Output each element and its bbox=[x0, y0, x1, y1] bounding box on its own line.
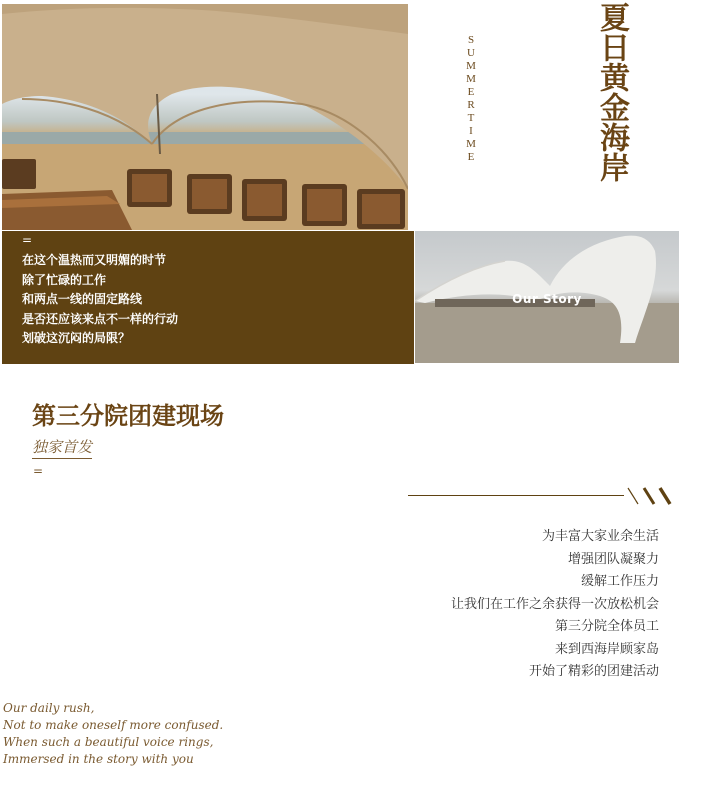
story-line: 来到西海岸顾家岛 bbox=[554, 641, 659, 657]
tent-canopy-graphic bbox=[2, 4, 408, 230]
slash-decoration-icon bbox=[624, 484, 680, 508]
section-marker: = bbox=[33, 464, 44, 478]
english-line: Our daily rush, bbox=[3, 701, 95, 715]
story-line: 让我们在工作之余获得一次放松机会 bbox=[450, 596, 659, 612]
intro-lines bbox=[22, 251, 178, 349]
story-line: 缓解工作压力 bbox=[580, 574, 659, 589]
intro-line: 是否还应该来点不一样的行动 bbox=[22, 311, 179, 326]
story-line: 增强团队凝聚力 bbox=[567, 551, 659, 567]
divider-line bbox=[408, 495, 624, 496]
intro-panel bbox=[2, 231, 414, 364]
intro-line: 和两点一线的固定路线 bbox=[22, 292, 143, 307]
section-subtitle: 独家首发 bbox=[32, 436, 92, 459]
story-lines bbox=[451, 526, 659, 684]
beach-tent-photo bbox=[2, 4, 408, 230]
story-line: 开始了精彩的团建活动 bbox=[528, 664, 659, 679]
tent-story-photo bbox=[415, 231, 679, 363]
intro-line: 在这个温热而又明媚的时节 bbox=[22, 253, 167, 267]
summer-time-vertical-text: SUMMERTIME bbox=[466, 34, 480, 163]
intro-line: 除了忙碌的工作 bbox=[22, 272, 107, 287]
english-poem bbox=[3, 700, 223, 768]
our-story-caption: Our Story bbox=[512, 292, 582, 306]
story-line: 为丰富大家业余生活 bbox=[541, 529, 659, 544]
intro-marker: = bbox=[22, 233, 33, 247]
vertical-title: 夏日黄金海岸 bbox=[594, 2, 629, 182]
english-line: When such a beautiful voice rings, bbox=[3, 735, 214, 749]
english-line: Immersed in the story with you bbox=[3, 752, 194, 766]
section-heading: 第三分院团建现场 bbox=[32, 402, 224, 430]
english-line: Not to make oneself more confused. bbox=[3, 718, 224, 732]
intro-line: 划破这沉闷的局限？ bbox=[22, 331, 131, 346]
story-line: 第三分院全体员工 bbox=[554, 619, 659, 634]
